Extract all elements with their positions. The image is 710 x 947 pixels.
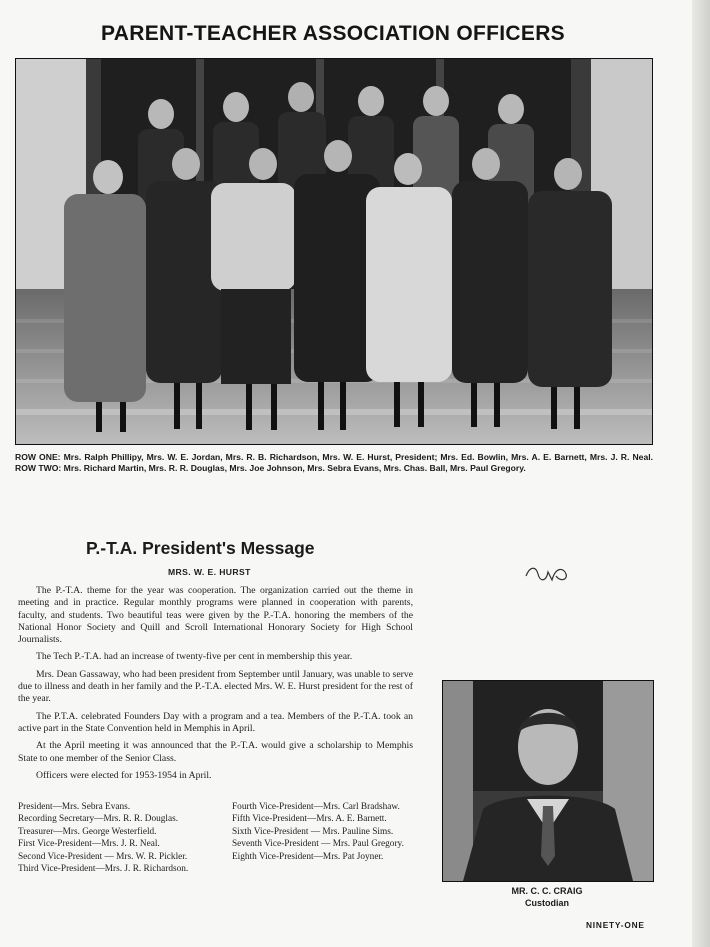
officer-entry: Treasurer—Mrs. George Westerfield.: [18, 826, 157, 837]
officer-entry: Fourth Vice-President—Mrs. Carl Bradshaw.: [232, 802, 400, 812]
page-number: NINETY-ONE: [586, 920, 645, 930]
officer-entry: Third Vice-President—Mrs. J. R. Richardson.: [18, 864, 189, 875]
officer-entry: Fifth Vice-President—Mrs. A. E. Barnett.: [232, 814, 387, 825]
message-author: MRS. W. E. HURST: [168, 567, 251, 577]
portrait-name: MR. C. C. CRAIG: [511, 886, 583, 896]
message-body: [18, 585, 413, 787]
group-photo: [15, 58, 653, 445]
photo-caption: ROW ONE: Mrs. Ralph Phillipy, Mrs. W. E. Jordan, Mrs. R. B. Richardson, Mrs. W. E. Hurst, President; Mrs. Ed. Bowlin, Mrs. A. E. Barnett, Mrs. J. R. Neal. ROW TWO: Mrs. Richard Martin, Mrs. R. R. Douglas, Mrs. Joe Johnson, Mrs. Sebra Evans, Mrs. Chas. Ball, Mrs. Paul Gregory.: [15, 452, 653, 473]
officer-entry: Eighth Vice-President—Mrs. Pat Joyner.: [232, 851, 384, 862]
page-title: PARENT-TEACHER ASSOCIATION OFFICERS: [101, 22, 565, 45]
message-paragraph: The P.T.A. celebrated Founders Day with a program and a tea. Members of the P.-T.A. took an active part in the State Convention held in Memphis in April.: [18, 710, 413, 734]
officers-list-right: [232, 801, 414, 863]
portrait-role: Custodian: [525, 898, 569, 908]
custodian-portrait: [442, 680, 654, 882]
portrait-illustration: [443, 681, 653, 881]
message-paragraph: Officers were elected for 1953-1954 in April.: [36, 769, 212, 781]
group-photo-illustration: [16, 59, 652, 444]
officer-entry: Second Vice-President — Mrs. W. R. Pickler.: [18, 851, 188, 862]
message-paragraph: Mrs. Dean Gassaway, who had been president from September until January, was unable to serve due to illness and death in her family and the P.-T.A. elected Mrs. W. E. Hurst president for the rest of the year.: [18, 668, 413, 705]
officer-entry: First Vice-President—Mrs. J. R. Neal.: [18, 839, 160, 850]
signature-mark: [522, 562, 572, 586]
officer-entry: Seventh Vice-President — Mrs. Paul Gregory.: [232, 839, 404, 850]
officers-list-left: [18, 801, 218, 875]
officer-entry: Recording Secretary—Mrs. R. R. Douglas.: [18, 814, 179, 825]
message-paragraph: At the April meeting it was announced that the P.-T.A. would give a scholarship to Memphis State to one member of the Senior Class.: [18, 740, 413, 764]
page-edge: [692, 0, 710, 947]
message-title: P.-T.A. President's Message: [86, 538, 315, 558]
officer-entry: Sixth Vice-President — Mrs. Pauline Sims.: [232, 826, 394, 837]
officer-entry: President—Mrs. Sebra Evans.: [18, 802, 131, 812]
message-paragraph: The P.-T.A. theme for the year was cooperation. The organization carried out the theme in meeting and in practice. Regular monthly programs were planned in cooperation with parents, faculty, and students. Two beautiful teas were given by the P.-T.A. honoring the members of the National Honor Society and Quill and Scroll International Honorary Society for High School Journalists.: [18, 585, 413, 646]
message-paragraph: The Tech P.-T.A. had an increase of twenty-five per cent in membership this year.: [36, 651, 353, 663]
